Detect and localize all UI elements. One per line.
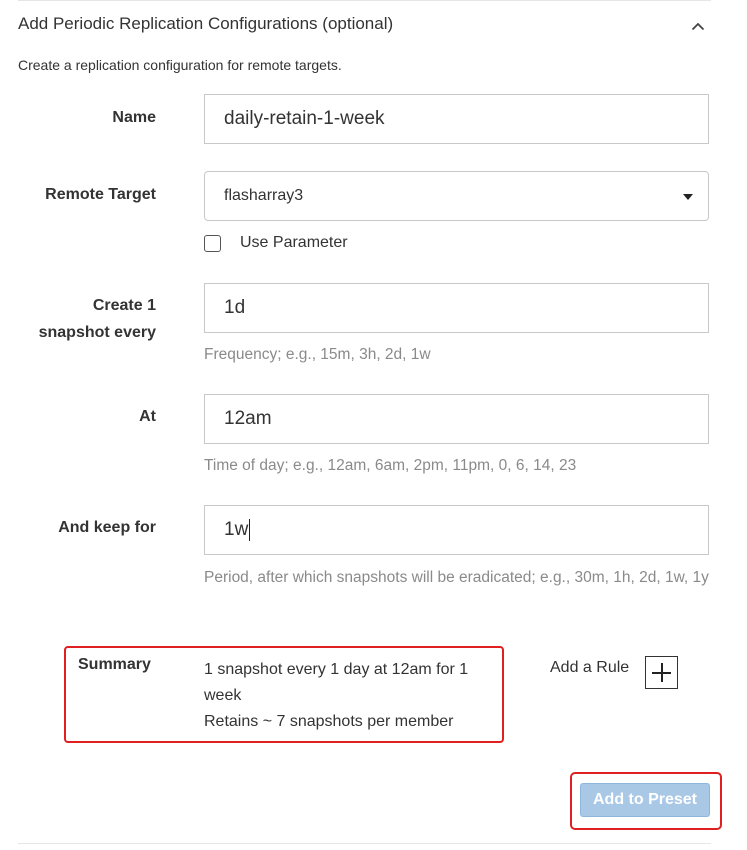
use-parameter-label: Use Parameter bbox=[240, 234, 348, 251]
collapse-button[interactable] bbox=[687, 16, 709, 36]
at-label: At bbox=[139, 408, 156, 425]
remote-target-value: flasharray3 bbox=[224, 187, 304, 204]
name-label: Name bbox=[112, 109, 156, 126]
keep-for-label: And keep for bbox=[58, 519, 156, 536]
at-input[interactable] bbox=[204, 394, 709, 444]
summary-line-1: 1 snapshot every 1 day at 12am for 1 week bbox=[204, 661, 469, 704]
section-title: Add Periodic Replication Configurations (optional) bbox=[18, 14, 394, 33]
summary-label: Summary bbox=[78, 656, 151, 673]
frequency-input[interactable] bbox=[204, 283, 709, 333]
keep-for-hint: Period, after which snapshots will be eradicated; e.g., 30m, 1h, 2d, 1w, 1y bbox=[204, 569, 709, 586]
name-input[interactable] bbox=[204, 94, 709, 144]
remote-target-select[interactable] bbox=[204, 171, 709, 221]
keep-for-input-value: 1w bbox=[224, 519, 249, 540]
frequency-hint: Frequency; e.g., 15m, 3h, 2d, 1w bbox=[204, 346, 431, 363]
caret-down-icon bbox=[683, 194, 693, 200]
remote-target-label: Remote Target bbox=[45, 186, 156, 203]
summary-text bbox=[204, 657, 502, 735]
frequency-input-value: 1d bbox=[224, 297, 246, 318]
keep-for-input-content bbox=[224, 506, 250, 554]
section-bottom-divider bbox=[18, 843, 711, 844]
chevron-up-icon bbox=[691, 22, 705, 31]
frequency-label-line1: Create 1 bbox=[92, 297, 156, 314]
add-rule-label: Add a Rule bbox=[550, 659, 630, 676]
text-cursor bbox=[249, 519, 250, 541]
section-subtitle: Create a replication configuration for remote targets. bbox=[18, 57, 342, 73]
add-to-preset-button[interactable]: Add to Preset bbox=[580, 783, 710, 817]
at-input-value: 12am bbox=[224, 408, 272, 429]
use-parameter-checkbox[interactable] bbox=[204, 235, 221, 252]
frequency-label-line2: snapshot every bbox=[38, 324, 156, 341]
at-hint: Time of day; e.g., 12am, 6am, 2pm, 11pm, 0, 6, 14, 23 bbox=[204, 457, 577, 474]
summary-line-2: Retains ~ 7 snapshots per member bbox=[204, 713, 454, 730]
plus-icon[interactable] bbox=[645, 656, 678, 689]
section-top-divider bbox=[18, 0, 711, 1]
frequency-label bbox=[14, 292, 156, 346]
keep-for-input[interactable] bbox=[204, 505, 709, 555]
name-input-value: daily-retain-1-week bbox=[224, 108, 385, 129]
